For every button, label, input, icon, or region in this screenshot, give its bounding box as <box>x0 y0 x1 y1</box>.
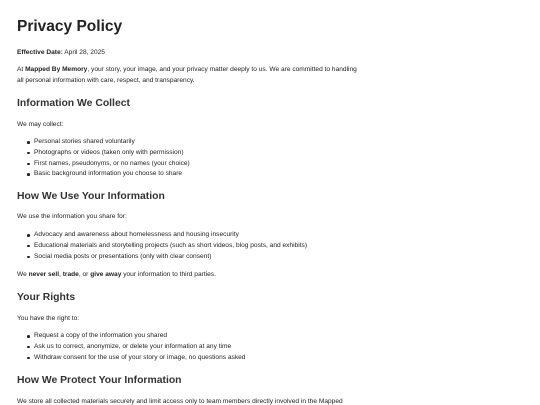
list-item <box>34 148 454 159</box>
list-item <box>34 137 454 148</box>
list-item-text: Personal stories shared voluntarily <box>34 138 135 145</box>
rights-list <box>34 331 454 363</box>
bullet-icon <box>27 256 30 259</box>
list-item-text: Basic background information you choose to share <box>34 170 183 178</box>
intro-text: , your story, your image, and your privacy matter deeply to us. We are committed to handling all personal information with care, respect, and transparency. <box>17 66 357 85</box>
effective-date <box>17 47 357 58</box>
list-item <box>34 252 454 263</box>
list-item-text: Request a copy of the information you shared <box>34 332 168 339</box>
never-text: , <box>59 271 63 278</box>
bullet-icon <box>27 163 30 166</box>
section-heading-collect: Information We Collect <box>17 98 130 109</box>
never-text: We <box>17 271 29 278</box>
intro-prefix: At <box>17 66 26 73</box>
list-item-text: Advocacy and awareness about homelessness and housing insecurity <box>34 231 239 238</box>
list-item-text: First names, pseudonyms, or no names (your choice) <box>34 159 190 167</box>
bullet-icon <box>27 346 30 349</box>
protect-lead: We store all collected materials securely and limit access only to team members directly involved in the Mapped <box>17 398 343 405</box>
bullet-icon <box>27 173 30 176</box>
bullet-icon <box>27 152 30 155</box>
list-item <box>34 331 454 342</box>
bullet-icon <box>27 357 30 360</box>
never-sell-emphasis: never sell <box>28 271 60 278</box>
use-lead: We use the information you share for: <box>17 213 127 220</box>
trade-emphasis: trade <box>62 271 79 278</box>
collect-list <box>34 137 454 180</box>
give-away-emphasis: give away <box>90 271 122 278</box>
section-heading-protect: How We Protect Your Information <box>17 375 182 386</box>
section-heading-rights: Your Rights <box>17 292 76 303</box>
list-item <box>34 230 454 241</box>
effective-date-value: April 28, 2025 <box>64 49 105 56</box>
list-item <box>34 342 454 353</box>
list-item-text: Photographs or videos (taken only with permission) <box>34 148 184 156</box>
use-list <box>34 230 454 262</box>
page-title: Privacy Policy <box>17 18 123 35</box>
org-name: Mapped By Memory <box>25 66 88 73</box>
never-sell-statement <box>17 269 357 280</box>
never-text: , or <box>78 271 91 278</box>
collect-lead: We may collect: <box>17 121 64 128</box>
list-item-text: Social media posts or presentations (only with clear consent) <box>34 252 212 260</box>
list-item-text: Educational materials and storytelling projects (such as short videos, blog posts, and exhibits) <box>34 241 308 249</box>
section-heading-use: How We Use Your Information <box>17 191 165 202</box>
bullet-icon <box>27 141 30 144</box>
rights-lead: You have the right to: <box>17 315 80 322</box>
bullet-icon <box>27 245 30 248</box>
never-text: your information to third parties. <box>121 271 216 278</box>
list-item-text: Ask us to correct, anonymize, or delete your information at any time <box>34 342 232 350</box>
list-item <box>34 159 454 170</box>
effective-date-label: Effective Date: <box>17 49 63 56</box>
list-item <box>34 241 454 252</box>
intro-paragraph <box>17 64 357 87</box>
list-item <box>34 353 454 364</box>
list-item <box>34 169 454 180</box>
bullet-icon <box>27 234 30 237</box>
list-item-text: Withdraw consent for the use of your story or image, no questions asked <box>34 353 246 361</box>
bullet-icon <box>27 335 30 338</box>
